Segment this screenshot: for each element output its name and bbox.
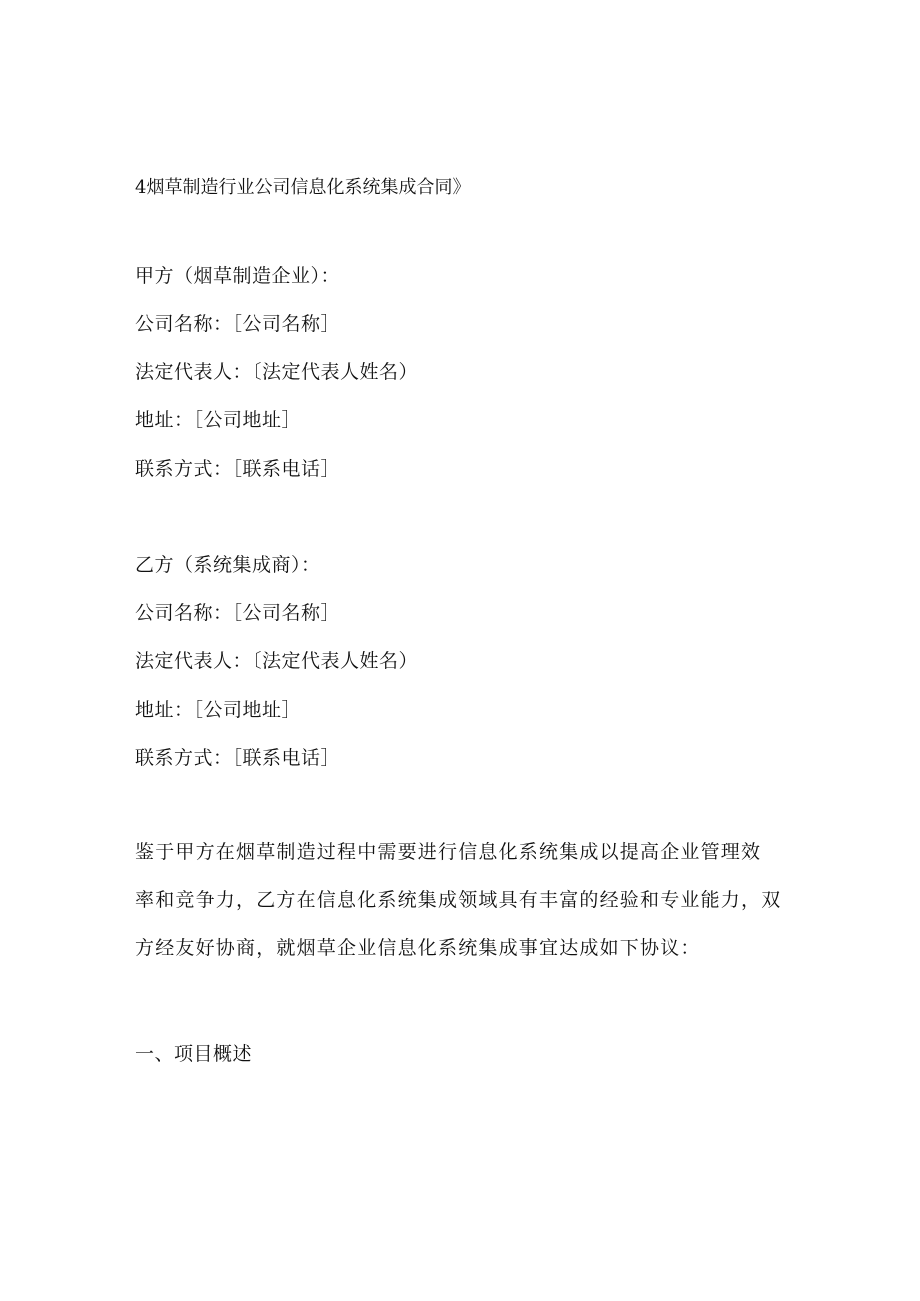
preamble-line: 鉴于甲方在烟草制造过程中需要进行信息化系统集成以提高企业管理效	[135, 841, 762, 863]
section-heading: 一、项目概述	[135, 1043, 253, 1065]
party-a-address: 地址：［公司地址］	[135, 409, 302, 431]
party-a-representative: 法定代表人：〔法定代表人姓名）	[135, 361, 419, 383]
party-b-representative: 法定代表人：〔法定代表人姓名）	[135, 650, 419, 672]
party-b-address: 地址：［公司地址］	[135, 699, 302, 721]
party-a-company: 公司名称：［公司名称］	[135, 313, 341, 335]
party-b-contact: 联系方式：［联系电话］	[135, 747, 341, 769]
party-b-company: 公司名称：［公司名称］	[135, 602, 341, 624]
party-a-contact: 联系方式：［联系电话］	[135, 458, 341, 480]
party-a-heading: 甲方（烟草制造企业）：	[135, 265, 341, 287]
preamble-line: 方经友好协商，就烟草企业信息化系统集成事宜达成如下协议：	[135, 937, 701, 959]
document-title: 4烟草制造行业公司信息化系统集成合同》	[135, 177, 471, 198]
preamble-paragraph	[135, 828, 785, 972]
party-b-heading: 乙方（系统集成商）：	[135, 554, 321, 576]
preamble-line: 率和竞争力，乙方在信息化系统集成领域具有丰富的经验和专业能力，双	[135, 889, 782, 911]
